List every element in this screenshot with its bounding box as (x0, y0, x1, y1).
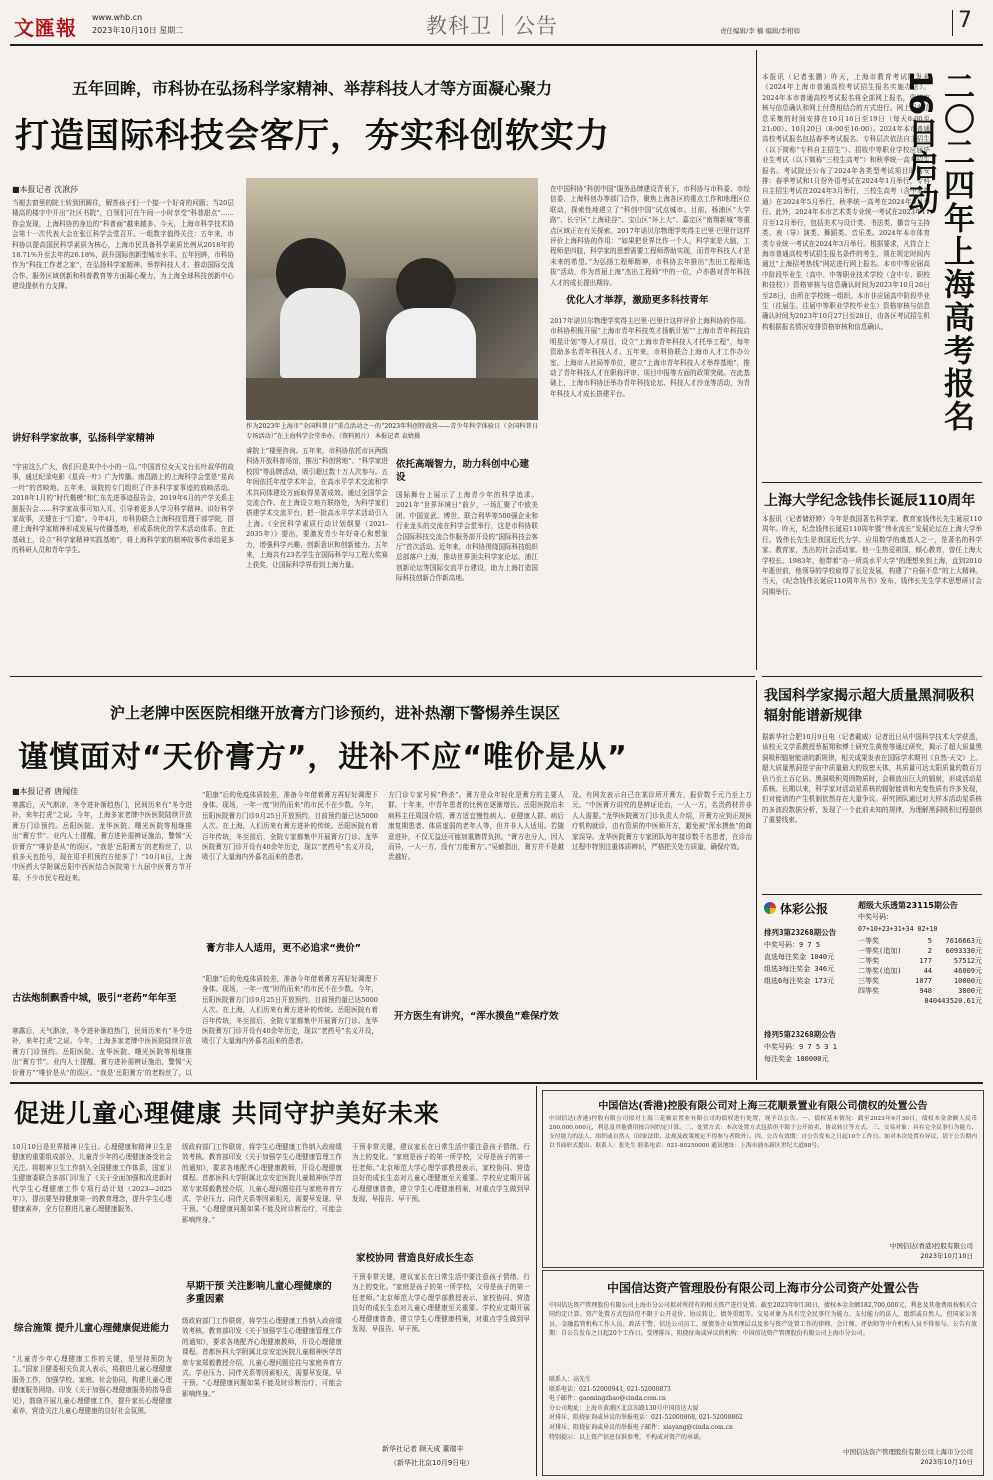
child-sign-2: （新华社北京10月9日电） (390, 1459, 474, 1467)
child-sub-2: 早期干预 关注影响儿童心理健康的多重因素 (186, 1281, 332, 1305)
page-number: 7 (958, 8, 972, 33)
prize-table (858, 936, 982, 1006)
lottery-super-title: 超级大乐透第23115期公告 (858, 901, 958, 910)
tcm-body-2b: “阳康”后的免疫体质较差，准备今年借着膏方再好好调理下身体。现场，一年一度“时的而来”的市民不在少数。今年，岳阳医院膏方门诊9月25日开放预约，目前预约量已达5000人次。在上海，人们历来有膏方进补的传统。岳阳医院有着百年传统，冬至前后，全院专家都集中开展膏方门诊。龙华医院膏方门诊开设有40余年历史，现以“老药号”名义开设，吸引了大量海内外慕名而来的患者。 (202, 975, 378, 1046)
child-sub-1: 综合施策 提升儿童心理健康促进能力 (14, 1323, 170, 1334)
prize-row: 三等奖 1077 10000元 (858, 977, 982, 985)
lead-byline: ■本报记者 沈湫莎 (12, 185, 79, 194)
notice2-footer: 中国信达资产管理股份有限公司上海市分公司 2023年10月10日 (843, 1448, 973, 1466)
lottery-logo-icon (764, 902, 776, 914)
gaokao-body: 本报讯（记者张鹏）昨天，上海市教育考试院发布《2024年上海市普通高校考试招生报名实施办法》。2024年本市普通高校考试报名将全部网上报名，资格审核与信息确认和网上付费相结合的方式进行。网上报名信息采集的时间安排在10月16日至19日（每天8:00至21:00）、10月20日（8:00至16:00）。2024年本市普通高校考试报名包括春季考试报名、专科层次依法自主招生（以下简称“专科自主招生”）、招收中等职业学校应届毕业生考试（以下简称“三校生高考”）和秋季统一高考招生报名。考试院还公布了2024年各类型考试项目时间安排：春季考试和1月份外语考试在2024年1月举行，专科自主招生考试在2024年3月举行，三校生高考（含中本贯通）在2024年5月举行，秋季统一高考在2024年6月举行。此外，2024年本市艺术类专业统一考试在2023年11月至12月举行，包括美术与设计类、书法类、播音与主持类、表（导）演类、舞蹈类、音乐类。2024年本市体育类专业统一考试在2024年3月举行。根据要求，凡符合上海市普通高校考试招生报名条件的考生，须在规定时间内通过“上海招考热线”网站进行网上报名。本市中等应届高中阶段毕业生（高中、中等职业技术学校（含中专、职校和技校））资格审核与信息确认时间为2023年10月26日至28日，由所在学校统一组织。本市非应届高中阶段毕业生（往届生、往届中等职业学校毕业生）资格审核与信息确认时间为2023年10月27日至28日，由各区考试招生机构根据报名情况安排资格审核和信息确认。 (762, 73, 930, 331)
lead-body-3: 睿院士”楼里咨询。五年来，市科协依托市区两级科协开放科普场馆，推出“科创营地”、“科学家进校园”等品牌活动，吸引超过数十万人次参与。五年间依托年度学术年会，在高水平学术交流和学术共同体建设方面取得显著成效。通过全国学会交流合作、在上海设立地方联络处，为科学家们搭建学术交流平台，把一批高水平学术活动引入上海。《全民科学素质行动计划纲要（2021-2035年）》提出，要激发青少年好奇心和想象力，增强科学兴趣、创新意识和创新能力。五年来，上海共有23名学生在国际科学与工程大奖赛上获奖，让国际科学界看到上海力量。 (246, 447, 388, 570)
notice2-body: 中国信达资产管理股份有限公司上海市分公司拟对所持有的相关资产进行处置。截至2023年9月30日，债权本金余额182,700,000元，利息及其他费用按相关合同约定计算。资产处置方式包括但不限于公开竞价、协议转让、债务重组等。交易对象为具有完全民事行为能力、支付能力的法人、组织或自然人，但国家公务员、金融监管机构工作人员、政法干警、信达公司员工、原债务企业管理层以及参与资产处置工作的律师、会计师、评估师等中介机构人员不得参与。公告有效期：自公告发布之日起20个工作日。受理排斥、阻挠征询或异议的机构：中国信达资产管理股份有限公司上海市分公司。 (549, 1302, 977, 1338)
child-sub-3: 家校协同 营造良好成长生态 (356, 1253, 474, 1264)
prize-row: 一等奖(追加) 2 6093330元 (858, 947, 982, 955)
tcm-body-1: 寒露后，天气渐凉，冬令进补渐趋热门，民间历来有“冬令进补，来年打虎”之说。今年，上海多家老牌中医医院陆续开放膏方门诊预约。岳阳医院、龙华医院、曙光医院等相继推出“膏方节”。业内人士提醒，膏方进补需辨证施治，警惕“天价膏方”“唯价是从”的误区。“我是‘岳阳膏方’的老粉丝了，以前多天也抢号，现在用手机预约方便多了！”10月8日，上海中医药大学附属岳阳中西医结合医院第十九届中医膏方节开幕，不少市民专程赶来。 (12, 801, 192, 882)
p5-number: 中奖号码：9 7 5 3 1 (764, 1043, 837, 1051)
gaokao-headline: 二〇二四年上海高考报名16日启动 (902, 70, 974, 433)
p3-prize-a: 直选每注奖金 1040元 (764, 953, 835, 961)
lead-body-4: 国际舞台上展示了上海青少年的科学追求。2021年“世界环境日”前夕，一场汇聚了中欧美团、中国宣武、博世、联合利华等500强企业和行业龙头的交流在科学会堂举行，这是市科协联合国际科技交流合作服务部开设的“国际科技会客厅”首次活动。近年来，市科协围绕国际科技组织总部落户上海，推动世界顶尖科学家论坛、浦江创新论坛等国际交流平台建设，助力上海打造国际科技创新合作新高地。 (396, 491, 538, 583)
prize-row: 二等奖 177 57512元 (858, 957, 982, 965)
tcm-sub-3: 开方医生有讲究，“浑水摸鱼”难保疗效 (394, 1011, 559, 1022)
lead-body-5: 在中国科协“科创中国”服务品牌建设背景下，市科协与市科委、市经信委、上海科创办等部门合作，聚焦上海各区的重点工作和地理区位联动，探索性地建立了“科创中国”试点城市。目前，杨浦区“大学路”、长宁区“上海硅谷”、宝山区“环上大”、嘉定区“南翔新城”等重点区域正在有关探索。2017年诺贝尔物理学奖得主巴里·巴里什这样评价上海科协的作用：“如果把世界比作一个人，科学家是大脑，工程师是四肢，科学家的思想需要工程师帮助实现，而青年科技人才是未来的希望。”为弘扬工程师精神，市科协去年推出“杰出工程师选拔”活动，作为首届上海“杰出工程师”中的一位，卢亦愚对青年科技人才的成长提出期待。 (550, 185, 750, 287)
tcm-body-3: 方门诊专家号候“秒杀”。膏方是众年轻化是膏方的主要人群。十年来，中青年患者的比例在逐渐增长。岳阳医院治未病科主任周国介绍，膏方适宜慢性病人、亚健康人群、病后康复期患者、体质虚弱的老年人等，但并非人人适用。若随意进补，不仅无益还可能加重脾胃负担。“膏方也分人，因人而异，一人一方，没有‘万能膏方’。”吴敏指出，膏方并不是越贵越好。 (388, 791, 564, 862)
shu-story (762, 488, 984, 668)
tcm-story (10, 680, 755, 1080)
notice2-title: 中国信达资产管理股份有限公司上海市分公司资产处置公告 (606, 1281, 919, 1295)
prize-row: 二等奖(追加) 44 46009元 (858, 967, 982, 975)
lottery-winning-label: 中奖号码： (858, 913, 893, 921)
notice1-body: 中国信达(香港)控股有限公司拟对上海三花顺景置业有限公司的债权进行处置，现予以公告。一、债权基本情况：截至2023年9月30日，债权本金余额人民币200,000,000元，利息及其他费用按合同约定计算。二、处置方式：本次处置方式包括但不限于公开拍卖、协议转让等方式。三、交易对象：具有完全民事行为能力、支付能力的法人、组织或自然人（国家法律、法规及政策规定不得参与者除外）。四、公告有效期：自公告发布之日起10个工作日。如对本次处置有异议，请于公告期内以书面形式提出。联系人：张先生 联系电话：021-80250000 通讯地址：上海市浦东新区世纪大道88号。 (549, 1116, 977, 1149)
child-body-2: “儿童青少年心理健康工作的关键，是坚持预防为主。”国家卫健委相关负责人表示，将推进儿童心理健康服务工作，加强学校、家庭、社会协同，构建儿童心理健康服务网络。印发《关于加强心理健康服务的指导意见》，鼓励开展儿童心理健康工作，提升家长心理健康素养，营造关注儿童心理健康的良好社会氛围。 (12, 1355, 172, 1416)
prize-row: 四等奖 948 3000元 (858, 987, 982, 995)
lead-story (10, 50, 755, 670)
lottery-winning-numbers: 07+10+23+31+34 02+10 (858, 925, 938, 933)
lead-kicker: 五年回眸，市科协在弘扬科学家精神、举荐科技人才等方面凝心聚力 (72, 79, 553, 98)
lead-sub-3: 优化人才举荐，激励更多科技青年 (566, 295, 709, 306)
blackhole-headline: 我国科学家揭示超大质量黑洞吸积辐射能谱新规律 (764, 688, 974, 724)
lead-photo (246, 178, 538, 420)
tcm-body-4: 及。有网友表示自己在某诊所开膏方，报价数千元乃至上万元。“中医膏方讲究的是辨证论治，一人一方，名贵药材并非人人需要。”龙华医院膏方门诊负责人介绍，开膏方应到正规医疗机构就诊，由有资质的中医师开方，避免被“浑水摸鱼”的商家误导。龙华医院膏方专家团队每年接诊数千名患者，在诊治过程中特别注重体质辨识，严格把关处方质量，确保疗效。 (572, 791, 752, 852)
tcm-headline: 谨慎面对“天价膏方”，进补不应“唯价是从” (18, 740, 628, 775)
p5-prize: 每注奖金 100000元 (764, 1055, 829, 1063)
child-headline: 促进儿童心理健康 共同守护美好未来 (14, 1099, 440, 1128)
lottery-title: 体彩公报 (780, 902, 829, 916)
notice2-contact: 联系人：高先生 联系电话：021-52000941, 021-52000873 电子邮件：gaomingzhao@cinda.com.cn 分公司地址：上海市黄浦区北京东路130号中国信达大厦 对排斥、阻挠征询或异议的举报电话：021-52000868, 021-52000862 对排斥、阻挠征询或异议的举报电子邮件：xiayang@cinda.com.cn 特别提示：以上资产信息仅供参考，不构成对资产的承诺。 (549, 1376, 743, 1441)
newspaper-logo: 文匯報 (14, 16, 77, 40)
lead-body-1: 当褪去窗里的院士转到团圆住，解答孩子们一个接一个好奇的问题；当20层楼高的楼宇中开出“社区书院”，白领们可在午间一小时享受“科普甜点”……你会发现，上海科协的身边的“科普面”越来越多。今天，上海市科学技术协会第十一次代表大会在张江科学会堂召开。一组数字值得关注：五年来，市科协以提高国民科学素质为核心，上海市民具备科学素质比例从2018年的18.71%升至去年的26.18%，跃升国际创新型城市水平。五年回眸，市科协作为“科技工作者之家”，在弘扬科学家精神、举荐科技人才、推动国际交流合作、服务区域创新和科普教育等方面凝心聚力，为上海全球科技创新中心建设提供有力支撑。 (12, 199, 234, 291)
notice-cinda-sh (542, 1270, 984, 1476)
blackhole-story (762, 680, 984, 890)
notice1-footer: 中国信达(香港)控股有限公司 2023年10月10日 (889, 1242, 973, 1260)
section-name: 教科卫｜公告 (426, 14, 558, 38)
p3-title: 排列3第23268期公告 (764, 928, 837, 937)
site-url: www.whb.cn (92, 13, 143, 22)
prize-row: 一等奖 5 7616663元 (858, 937, 982, 945)
child-body-3: 级政府部门工作联席，将学生心理健康工作纳入政府绩效考核。教育部印发《关于加强学生心理健康管理工作的通知》，要求各地配齐心理健康教师，开设心理健康课程。首都医科大学附属北京安定医院儿童精神医学首席专家郑毅教授介绍，儿童心理问题往往与家庭养育方式、学业压力、同伴关系等因素相关，需要早发现、早干预。“心理健康问题如果不能及时诊断治疗，可能会影响终身。” (182, 1143, 342, 1224)
blackhole-body: 据新华社合肥10月9日电（记者戴威）记者近日从中国科学技术大学获悉，该校天文学系教授蔡振翔和博士研究生黄俊等通过研究，揭示了超大质量黑洞吸积辐射能谱的新规律，相关成果发表在国际学术期刊《自然·天文》上。超大质量黑洞是宇宙中质量最大的致密天体，其质量可达太阳质量的数百万倍乃至上百亿倍。黑洞吸积周围物质时，会释放出巨大的辐射，形成活动星系核。长期以来，科学家对活动星系核的辐射能谱和光变性质有许多发现，但对能谱的产生机制依然存在大量争议。研究团队通过对大样本活动星系核的多波段数据分析，发现了一个此前未知的规律，为理解黑洞吸积过程提供了重要线索。 (762, 733, 982, 825)
lottery-box (762, 898, 984, 1078)
lead-sub-1: 讲好科学家故事，弘扬科学家精神 (12, 433, 155, 444)
child-body-4: 干预非常关键，建议家长在日常生活中要注意孩子情绪、行为上的变化。“家庭是孩子的第一所学校，父母是孩子的第一任老师。”北京师范大学心理学部教授表示，家校协同、营造良好的成长生态对儿童心理健康至关重要。学校应定期开展心理健康普查，建立学生心理健康档案，对重点学生做到早发现、早报告、早干预。 (352, 1143, 530, 1204)
child-body-1: 10月10日是世界精神卫生日。心理健康和精神卫生是健康的重要组成部分，儿童青少年的心理健康备受社会关注。将精神卫生工作纳入全国健康工作体系，国家卫生健康委联合多部门印发了《关于全面加强和改进新时代学生心理健康工作专项行动计划（2023—2025年）》，提出要坚持健康第一的教育理念，提升学生心理健康素养，全方位推进儿童心理健康服务。 (12, 1143, 172, 1214)
masthead (0, 0, 993, 44)
child-body-4b: 干预非常关键，建议家长在日常生活中要注意孩子情绪、行为上的变化。“家庭是孩子的第一所学校，父母是孩子的第一任老师。”北京师范大学心理学部教授表示，家校协同、营造良好的成长生态对儿童心理健康至关重要。学校应定期开展心理健康普查，建立学生心理健康档案，对重点学生做到早发现、早报告、早干预。 (352, 1273, 530, 1334)
child-sign: 新华社记者 顾天成 董瑞丰 (382, 1445, 464, 1453)
lead-headline: 打造国际科技会客厅，夯实科创软实力 (15, 116, 610, 156)
lead-photo-caption: 作为2023年上海市“全国科普日”重点活动之一的“2023年科创特战营——青少年科学体验日（全国科普日专场活动）”在上海科学会堂举办。（资料照片） 本报记者 袁婧摄 (246, 423, 538, 440)
child-story (10, 1086, 534, 1476)
issue-date: 2023年10月10日 星期二 (92, 26, 184, 35)
notice1-title: 中国信达(香港)控股有限公司对上海三花顺景置业有限公司债权的处置公告 (598, 1101, 928, 1112)
lead-sub-2: 依托高端智力，助力科创中心建设 (396, 459, 530, 483)
lead-body-6: 2017年诺贝尔物理学奖得主巴里·巴里什这样评价上海科协的作用。市科协积极开展“上海市青年科技英才扬帆计划”“上海市青年科技启明星计划”等人才项目，设立“上海市青年科技人才托举工程”，每年资助多名青年科技人才。五年来，市科协联合上海市人才工作办公室、上海市人社局等单位，建立“上海市青年科技人才举荐基地”，推动了青年科技人才在职称评审、项目申报等方面的政策突破。在此基础上，上海市科协还举办青年科技论坛、科技人才沙龙等活动，为青年科技人才成长搭建平台。 (550, 317, 750, 398)
tcm-kicker: 沪上老牌中医医院相继开放膏方门诊预约，进补热潮下警惕养生误区 (110, 704, 561, 722)
p5-title: 排列5第23268期公告 (764, 1030, 837, 1039)
shu-body: 本报讯（记者储舒婷）今年是我国著名科学家、教育家钱伟长先生诞辰110周年。昨天，纪念钱伟长诞辰110周年暨“伟业流长”发展论坛在上海大学举行。钱伟长先生是我国近代力学、应用数学的奠基人之一，是著名的科学家、教育家，杰出的社会活动家。他一生热爱祖国，倾心教育，曾任上海大学校长。1983年，他带着“办一所高水平大学”的理想来到上海，直到2010年逝世前，他领导的学校取得了长足发展，构建了“自强不息”的上大精神。当天，《纪念钱伟长诞辰110周年丛书》发布，钱伟长先生学术思想研讨会同期举行。 (762, 515, 982, 596)
tcm-sub-2: 膏方非人人适用，更不必追求“贵价” (206, 943, 361, 954)
shu-headline: 上海大学纪念钱伟长诞辰110周年 (764, 493, 976, 509)
p3-prize-b: 组选3每注奖金 346元 (764, 965, 835, 973)
notice-cinda-hk (542, 1090, 984, 1268)
p3-number: 中奖号码：9 7 5 (764, 941, 821, 949)
gaokao-story (762, 50, 984, 480)
tcm-body-2: “阳康”后的免疫体质较差，准备今年借着膏方再好好调理下身体。现场，一年一度“时的而来”的市民不在少数。今年，岳阳医院膏方门诊9月25日开放预约，目前预约量已达5000人次。在上海，人们历来有膏方进补的传统。岳阳医院有着百年传统，冬至前后，全院专家都集中开展膏方门诊。龙华医院膏方门诊开设有40余年历史，现以“老药号”名义开设，吸引了大量海内外慕名而来的患者。 (202, 791, 378, 862)
p3-prize-c: 组选6每注奖金 173元 (764, 977, 835, 985)
tcm-body-1b: 寒露后，天气渐凉，冬令进补渐趋热门，民间历来有“冬令进补，来年打虎”之说。今年，上海多家老牌中医医院陆续开放膏方门诊预约。岳阳医院、龙华医院、曙光医院等相继推出“膏方节”。业内人士提醒，膏方进补需辨证施治，警惕“天价膏方”“唯价是从”的误区。“我是‘岳阳膏方’的老粉丝了，以 (12, 1027, 192, 1077)
prize-pool: 840443520.61元 (924, 997, 982, 1005)
child-body-3b: 级政府部门工作联席，将学生心理健康工作纳入政府绩效考核。教育部印发《关于加强学生心理健康管理工作的通知》，要求各地配齐心理健康教师，开设心理健康课程。首都医科大学附属北京安定医院儿童精神医学首席专家郑毅教授介绍，儿童心理问题往往与家庭养育方式、学业压力、同伴关系等因素相关，需要早发现、早干预。“心理健康问题如果不能及时诊断治疗，可能会影响终身。” (182, 1317, 342, 1398)
tcm-sub-1: 古法炮制飘香中城，吸引“老药”年年至 (12, 993, 177, 1004)
lead-body-2: “宇宙这么广大，我们只是其中小小的一员。”中国首位女天文台长叶叔华的故事，通过纪录电影《星尚一叶》广为传播。南昌路上的上海科学会堂是“星尚一叶”的首映地。五年来，该院的专门组织了许多科学家事迹的放映活动。2018年1月的“时代楷模”和仁东先进事迹报告会，2019年6月的产学关系主题报告会……科学家故事可知入耳，引导着更多人学习科学精神。讲好科学家故事，关键在于“门道”。今年4月，市科协联合上海科技管理干部学院，搭建上海科学家精神形成发展与传播基地，形成系统化的学术活动体系。在此基础上，设立“科学家精神实践基地”，将上海科学家的精神故事传承给更多的科研人员和青年学生。 (12, 463, 234, 555)
editor-credit: 责任编辑/李 楠 编辑/李相如 (720, 27, 801, 35)
tcm-byline: ■本报记者 唐闻佳 (12, 787, 79, 796)
